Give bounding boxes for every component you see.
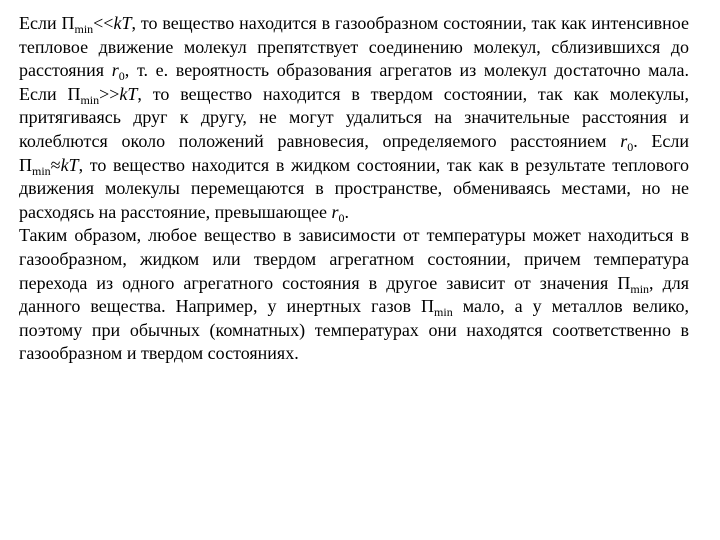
symbol-pi: П xyxy=(61,13,75,33)
document-page xyxy=(19,12,689,366)
text-segment: Если xyxy=(19,13,62,33)
symbol-pi: П xyxy=(421,296,435,317)
subscript-min: min xyxy=(74,22,94,36)
operator: << xyxy=(93,13,114,33)
text-segment: . xyxy=(344,201,349,222)
text-segment: , т. е. вероятность образования агрегатов из молекул достаточно мала. Если xyxy=(19,60,690,104)
symbol-r: r xyxy=(111,60,119,81)
symbol-pi: П xyxy=(617,272,631,293)
text-segment: . Если xyxy=(633,130,689,151)
symbol-kT: kT xyxy=(60,154,79,175)
text-segment: , то вещество находится в газообразном состоянии, так как интенсивное тепловое движение молекул препятствует соединению молекул, сблизившихся до расстояния xyxy=(19,13,689,81)
symbol-pi: П xyxy=(19,154,32,175)
text-segment: Таким образом, любое вещество в зависимости от температуры может находиться в газообразном, жидком или твердом агрегатном состоянии, причем температура перехода из одного агрегатного состояния в другое зависит от значения xyxy=(19,225,689,293)
text-segment: мало, а у металлов велико, поэтому при обычных (комнатных) температурах они находятся соответственно в газообразном и твердом состояниях. xyxy=(19,296,689,364)
symbol-r: r xyxy=(620,130,628,151)
text-segment: , то вещество находится в жидком состоянии, так как в результате теплового движения молекулы перемещаются в пространстве, обмениваясь местами, но не расходясь на расстояние, превышающее xyxy=(19,154,689,222)
operator: >> xyxy=(99,83,120,104)
symbol-kT: kT xyxy=(119,83,138,104)
subscript-zero: 0 xyxy=(627,139,634,154)
symbol-pi: П xyxy=(67,83,81,104)
subscript-zero: 0 xyxy=(338,210,345,225)
text-segment: , то вещество находится в твердом состоянии, так как молекулы, притягиваясь друг к другу, не могут удалиться на значительные расстояния и колеблются около положений равновесия, определяемого расстоянием xyxy=(19,83,690,151)
subscript-zero: 0 xyxy=(118,69,125,84)
symbol-kT: kT xyxy=(113,13,132,33)
paragraph-conclusion xyxy=(19,224,689,366)
subscript-min: min xyxy=(630,281,650,296)
subscript-min: min xyxy=(434,305,453,320)
subscript-min: min xyxy=(80,92,100,107)
paragraph-states-of-matter xyxy=(19,12,689,224)
text-segment: , для данного вещества. Например, у инертных газов xyxy=(19,272,689,317)
subscript-min: min xyxy=(32,163,51,178)
symbol-r: r xyxy=(331,201,339,222)
operator-approx: ≈ xyxy=(50,154,61,175)
